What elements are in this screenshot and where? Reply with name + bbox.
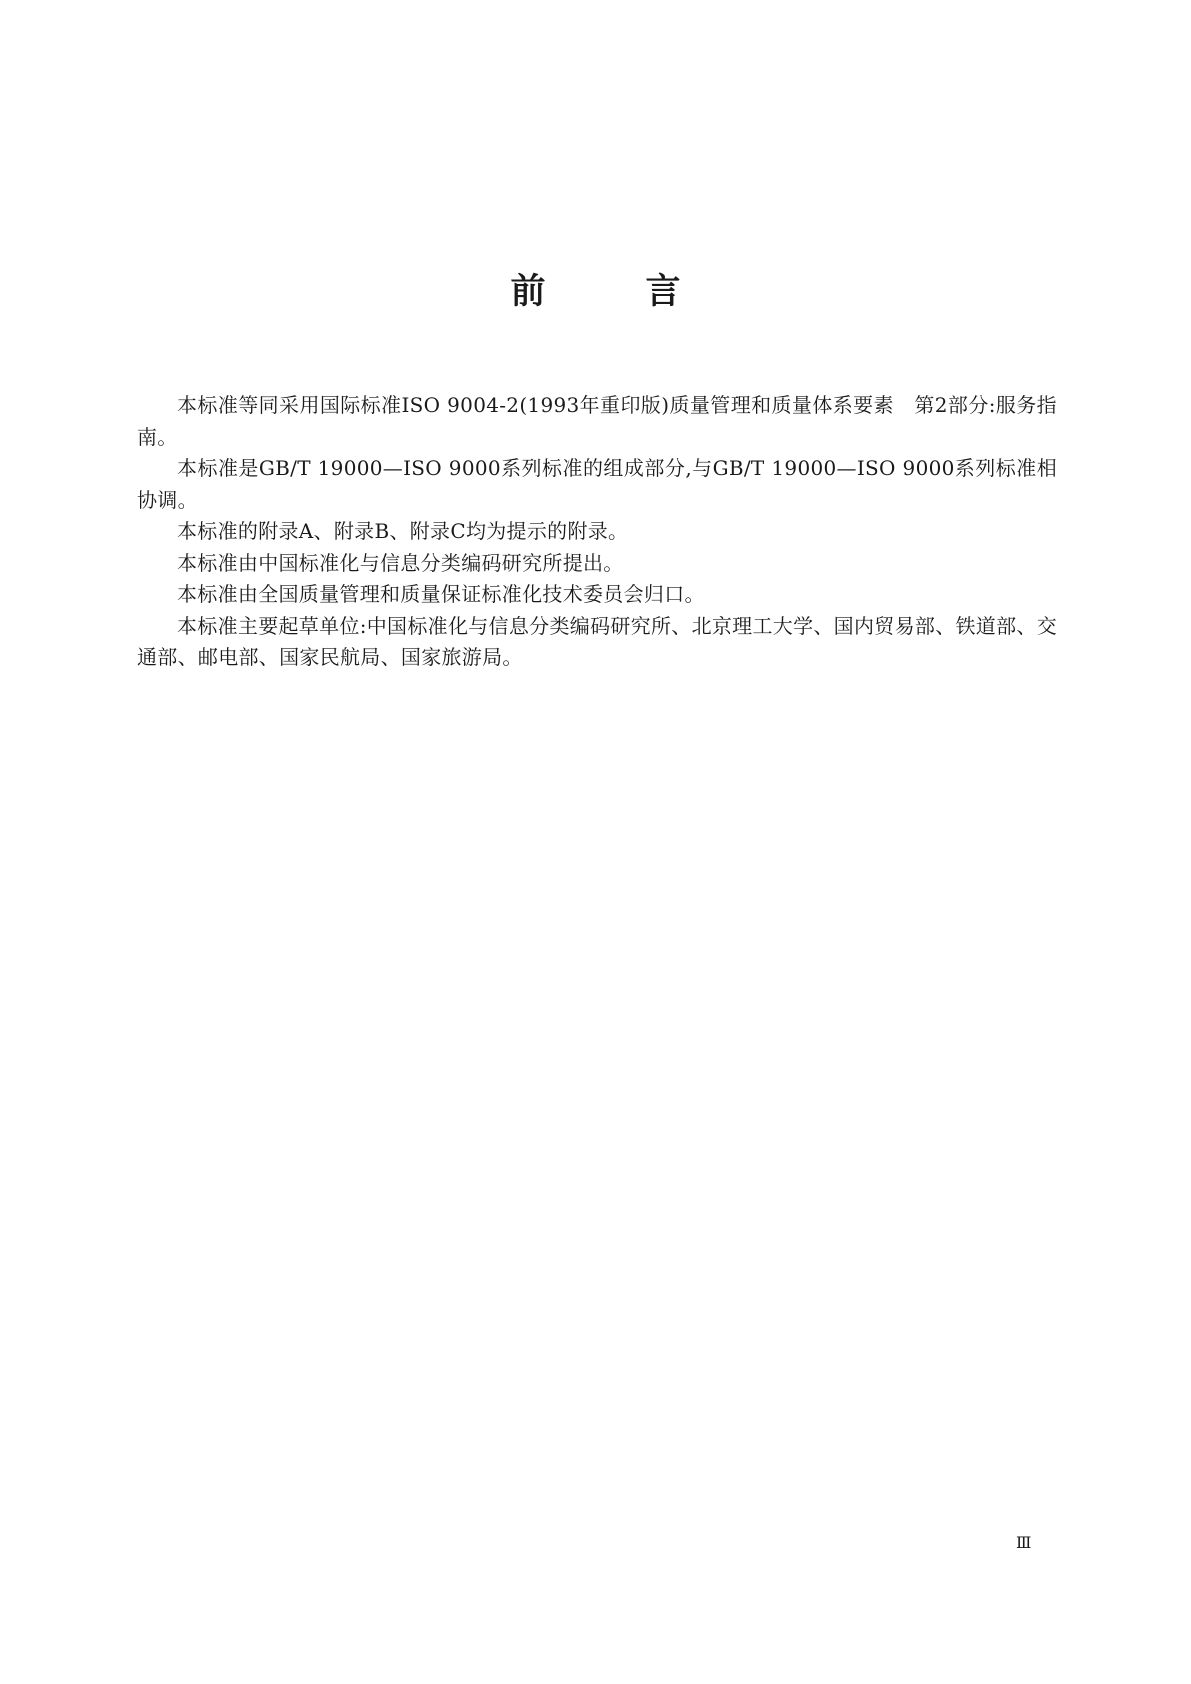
page-title: 前言 (510, 272, 781, 312)
page-number: Ⅲ (1016, 1533, 1032, 1552)
paragraph: 本标准主要起草单位:中国标准化与信息分类编码研究所、北京理工大学、国内贸易部、铁道部、交通部、邮电部、国家民航局、国家旅游局。 (137, 613, 1057, 669)
paragraph: 本标准是GB/T 19000—ISO 9000系列标准的组成部分,与GB/T 19000—ISO 9000系列标准相协调。 (137, 456, 1057, 512)
paragraph: 本标准由全国质量管理和质量保证标准化技术委员会归口。 (177, 582, 705, 606)
paragraph: 本标准由中国标准化与信息分类编码研究所提出。 (177, 550, 624, 575)
foreword-body (137, 390, 1057, 674)
paragraph: 本标准的附录A、附录B、附录C均为提示的附录。 (177, 519, 629, 543)
paragraph: 本标准等同采用国际标准ISO 9004-2(1993年重印版)质量管理和质量体系要素 第2部分:服务指南。 (137, 393, 1057, 449)
